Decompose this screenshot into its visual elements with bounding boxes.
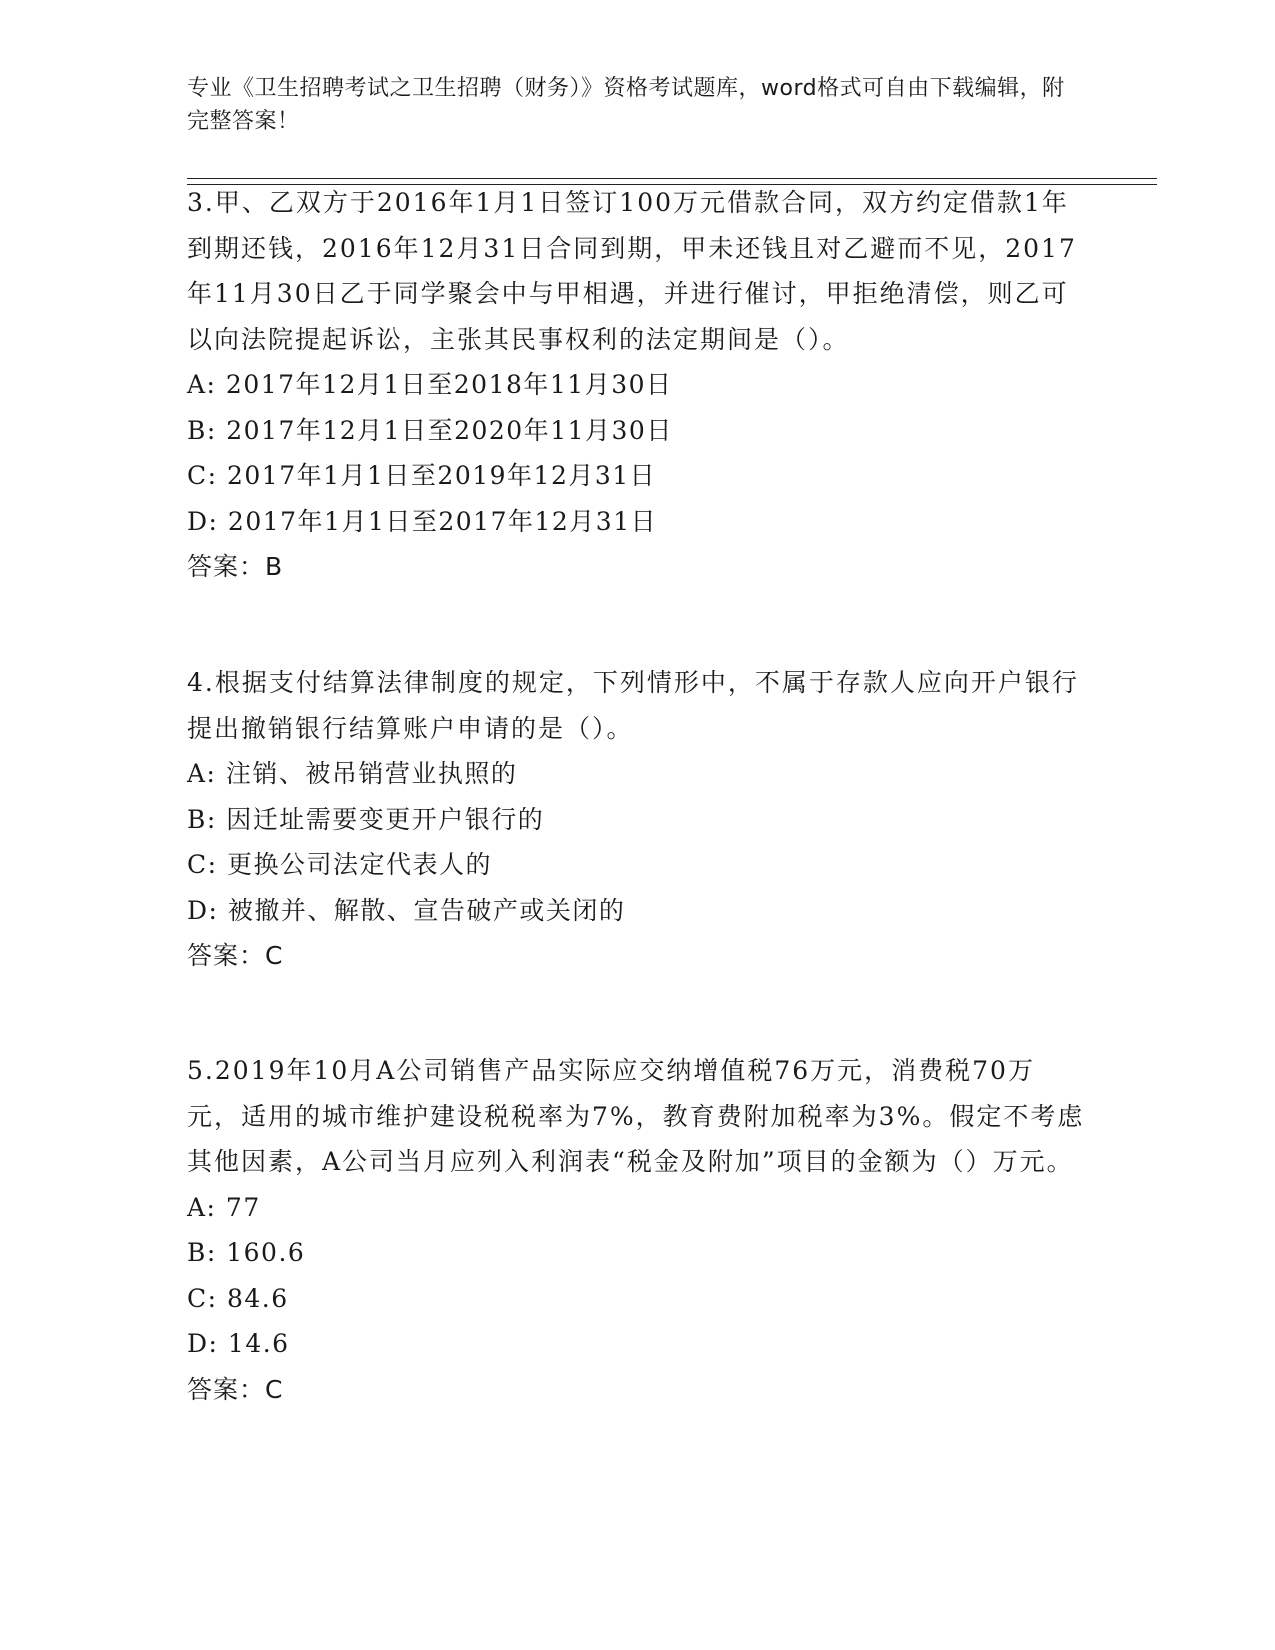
question-3 <box>187 180 1087 590</box>
option-d: D: 被撤并、解散、宣告破产或关闭的 <box>187 895 626 925</box>
option-d: D: 2017年1月1日至2017年12月31日 <box>187 506 658 536</box>
option-b: B: 2017年12月1日至2020年11月30日 <box>187 415 673 445</box>
option-c: C: 2017年1月1日至2019年12月31日 <box>187 461 657 490</box>
answer: 答案：C <box>187 941 284 970</box>
question-stem: 4.根据支付结算法律制度的规定，下列情形中，不属于存款人应向开户银行提出撤销银行结算账户申请的是（）。 <box>187 668 1079 743</box>
option-c: C: 84.6 <box>187 1283 289 1313</box>
answer: 答案：C <box>187 1374 284 1404</box>
option-b: B: 160.6 <box>187 1238 306 1267</box>
document-header: 专业《卫生招聘考试之卫生招聘（财务）》资格考试题库，word格式可自由下载编辑，附完整答案！ <box>187 76 1065 134</box>
option-b: B: 因迁址需要变更开户银行的 <box>187 804 545 834</box>
option-a: A: 注销、被吊销营业执照的 <box>187 759 518 788</box>
answer: 答案：B <box>187 552 284 581</box>
option-d: D: 14.6 <box>187 1329 290 1358</box>
question-4 <box>187 660 1087 979</box>
option-c: C: 更换公司法定代表人的 <box>187 850 492 879</box>
option-a: A: 2017年12月1日至2018年11月30日 <box>187 370 673 399</box>
question-stem: 5.2019年10月A公司销售产品实际应交纳增值税76万元，消费税70万元，适用的城市维护建设税税率为7%，教育费附加税率为3%。假定不考虑其他因素，A公司当月应列入利润表“税金及附加”项目的金额为（）万元。 <box>187 1056 1085 1176</box>
option-a: A: 77 <box>187 1192 261 1222</box>
question-5 <box>187 1048 1087 1412</box>
question-stem: 3.甲、乙双方于2016年1月1日签订100万元借款合同，双方约定借款1年到期还钱，2016年12月31日合同到期，甲未还钱且对乙避而不见，2017年11月30日乙于同学聚会中与甲相遇，并进行催讨，甲拒绝清偿，则乙可以向法院提起诉讼，主张其民事权利的法定期间是（）。 <box>187 188 1077 354</box>
